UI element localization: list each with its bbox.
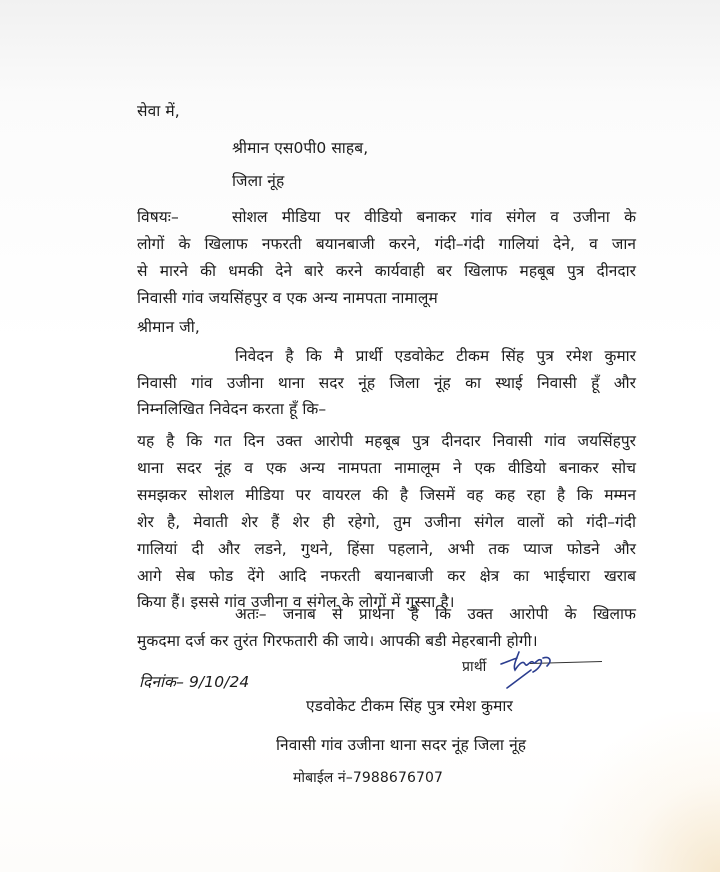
paragraph-line: निवेदन है कि मै प्रार्थी एडवोकेट टीकम सिंह पुत्र रमेश कुमार — [235, 347, 636, 365]
paragraph-line: मुकदमा दर्ज कर तुरंत गिरफतारी की जाये। आपकी बडी मेहरबानी होगी। — [137, 632, 538, 650]
subject-line: लोगों के खिलाफ नफरती बयानबाजी करने, गंदी–गंदी गालियां देने, व जान — [137, 235, 636, 253]
paragraph-line: निवासी गांव उजीना थाना सदर नूंह जिला नूंह का स्थाई निवासी हूँ और — [137, 374, 636, 392]
applicant-label: प्रार्थी — [462, 659, 487, 675]
addressee: श्रीमान एस0पी0 साहब, — [232, 139, 369, 157]
paragraph-line: गालियां दी और लडने, गुथने, हिंसा पहलाने, अभी तक प्याज फोडने और — [137, 540, 636, 558]
greeting: श्रीमान जी, — [137, 318, 200, 336]
date: दिनांक– 9/10/24 — [139, 673, 250, 691]
paragraph-line: समझकर सोशल मीडिया पर वायरल की है जिसमें वह कह रहा है कि मम्मन — [137, 486, 636, 504]
applicant-name: एडवोकेट टीकम सिंह पुत्र रमेश कुमार — [306, 697, 513, 715]
paragraph-line: थाना सदर नूंह व एक अन्य नामपता नामालूम ने एक वीडियो बनाकर सोच — [137, 459, 636, 477]
paragraph-line: शेर है, मेवाती शेर हैं शेर ही रहेगो, तुम उजीना संगेल वालों को गंदी–गंदी — [137, 513, 636, 531]
paragraph-line: किया हैं। इससे गांव उजीना व संगेल के लोगों में गुस्सा है। — [137, 593, 455, 611]
paragraph-line: अतः– जनाब से प्रार्थना है कि उक्त आरोपी के खिलाफ — [235, 605, 636, 623]
subject-line: सोशल मीडिया पर वीडियो बनाकर गांव संगेल व उजीना के — [232, 208, 636, 226]
paragraph-line: आगे सेब फोड देंगे आदि नफरती बयानबाजी कर क्षेत्र का भाईचारा खराब — [137, 567, 636, 585]
district: जिला नूंह — [232, 172, 285, 190]
paragraph-line: निम्नलिखित निवेदन करता हूँ कि– — [137, 400, 327, 418]
subject-label: विषयः– — [137, 208, 179, 226]
applicant-address: निवासी गांव उजीना थाना सदर नूंह जिला नूंह — [276, 736, 527, 754]
paper-stain — [560, 712, 720, 872]
signature-icon — [497, 650, 557, 690]
subject-line: से मारने की धमकी देने बारे करने कार्यवाही बर खिलाफ महबूब पुत्र दीनदार — [137, 262, 636, 280]
salutation-to: सेवा में, — [137, 102, 180, 120]
subject-line: निवासी गांव जयसिंहपुर व एक अन्य नामपता नामालूम — [137, 289, 438, 307]
paragraph-line: यह है कि गत दिन उक्त आरोपी महबूब पुत्र दीनदार निवासी गांव जयसिंहपुर — [137, 432, 636, 450]
mobile-number: मोबाईल नं–7988676707 — [293, 770, 443, 786]
